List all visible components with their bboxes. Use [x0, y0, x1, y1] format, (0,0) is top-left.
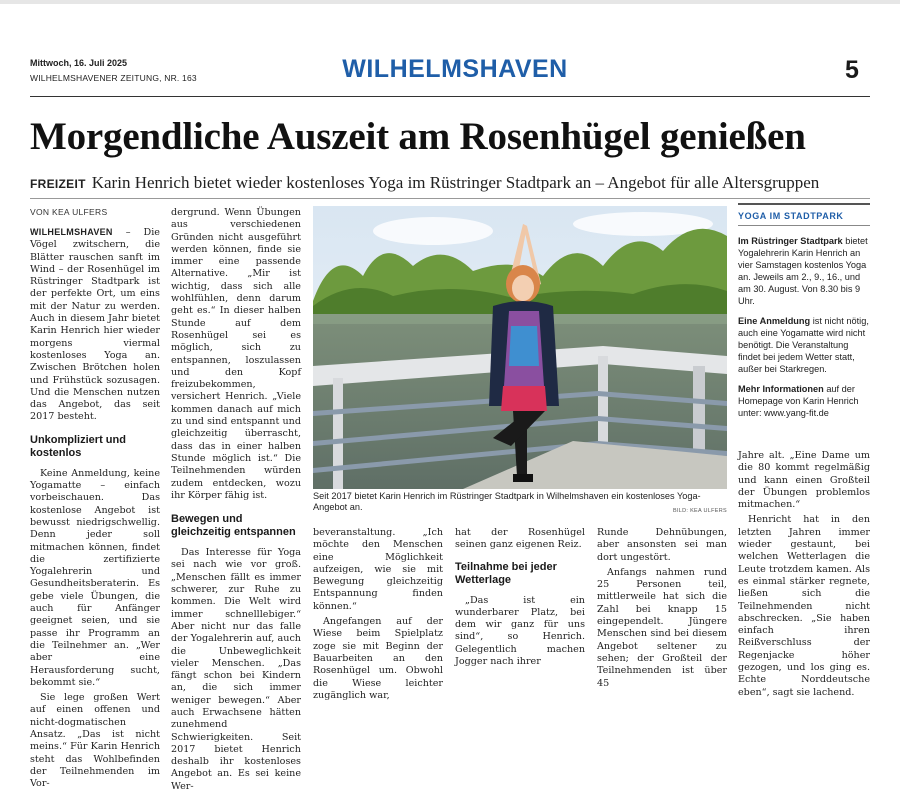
sidebar-block-3-bold: Mehr Informationen — [738, 384, 824, 394]
sidebar-block-info — [738, 383, 870, 419]
sidebar-title: YOGA IM STADTPARK — [738, 211, 844, 221]
article-photo — [313, 206, 727, 489]
sidebar-block-2-bold: Eine Anmeldung — [738, 316, 811, 326]
subheadline-divider — [30, 198, 870, 199]
author-byline: VON KEA ULFERS — [30, 207, 108, 217]
column-5 — [597, 527, 727, 690]
subheadline-text: Karin Henrich bietet wieder kostenloses Yoga im Rüstringer Stadtpark an – Angebot für alle Altersgruppen — [91, 173, 820, 192]
page-number: 5 — [845, 56, 859, 84]
col6-paragraph-2: Henricht hat in den letzten Jahren immer wieder gestaunt, bei welchen Wetterlagen die Leute trotzdem kamen. Als es einmal stärker regnete, ließen sich die Teilnehmenden nicht abschrecken. „Sie haben einfach ihren Reißverschluss der Regenjacke höher gezogen, und los ging es. Echte Norddeutsche eben“, sagt sie lachend. — [738, 514, 870, 698]
issue-date: Mittwoch, 16. Juli 2025 — [30, 58, 128, 68]
section-title: WILHELMSHAVEN — [342, 55, 568, 83]
col3-paragraph-2: Angefangen auf der Wiese beim Spielplatz zoge sie mit Beginn der Bauarbeiten an den Rosenhügel um. Obwohl die Wiese leichter zugänglich war, — [313, 616, 443, 701]
sidebar-block-2-text: ist nicht nötig, auch eine Yogamatte wird nicht benötigt. Die Veranstaltung findet bei jedem Wetter statt, außer bei Starkregen. — [738, 316, 869, 374]
col2-paragraph-2: Das Interesse für Yoga sei nach wie vor groß. „Menschen fällt es immer schwerer, zur Ruhe zu kommen. Die Welt wird immer schnelllebiger.“ Aber nicht nur das falle der Yogalehrerin auf, auch die Unbeweglichkeit vieler Menschen. „Das fängt schon bei Kindern an, die sich immer weniger bewegen.“ Aber auch Erwachsene hätten zunehmend Schwierigkeiten. Seit 2017 bietet Henrich deshalb ihr kostenloses Angebot an. Es sei keine Wer- — [171, 547, 301, 792]
sidebar-block-1-bold: Im Rüstringer Stadtpark — [738, 236, 843, 246]
subhead-unkompliziert: Unkompliziert und kostenlos — [30, 433, 126, 459]
subhead-bewegen: Bewegen und gleichzeitig entspannen — [171, 513, 296, 539]
sidebar-title-rule — [738, 225, 870, 226]
col4-paragraph-1: hat der Rosenhügel seinen ganz eigenen Reiz. — [455, 527, 585, 551]
kicker: FREIZEIT — [30, 177, 86, 191]
column-2 — [171, 207, 301, 793]
column-4 — [455, 527, 585, 668]
col1-paragraph-3: Sie lege großen Wert auf einen offenen und nicht-dogmatischen Ansatz. „Das ist nicht meins.“ Für Karin Henrich steht das Wohlbefinden der Teilnehmenden im Vor- — [30, 692, 160, 790]
sidebar-block-1-text: bietet Yogalehrerin Karin Henrich an vier Samstagen kostenlos Yoga an. Jeweils am 2., 9., 16., und am 30. August. Von 8.30 bis 9 Uhr. — [738, 236, 868, 306]
col1-paragraph-2: Keine Anmeldung, keine Yogamatte – einfach vorbeischauen. Das kostenlose Angebot ist bewusst niedrigschwellig. Denn jeder soll mitmachen können, findet die zertifizierte Yogalehrerin und Gesundheitsberaterin. Es gebe viele Übungen, die auch für Anfänger geeignet seien, und sie passe ihr Programm an die Teilnehmer an. „Wer aber eine Herausforderung sucht, bekommt sie.“ — [30, 467, 160, 688]
col5-paragraph-2: Anfangs nahmen rund 25 Personen teil, mittlerweile hat sich die Zahl bei knapp 15 eingependelt. Jüngere Menschen sind bei diesem Angebot seltener zu sehen; der Großteil der Teilnehmenden ist über 45 — [597, 566, 727, 689]
top-band — [0, 0, 900, 4]
col5-paragraph-1: Runde Dehnübungen, aber ansonsten sei man dort ungestört. — [597, 527, 727, 563]
sidebar-block-registration — [738, 315, 870, 375]
sidebar-top-rule — [738, 203, 870, 205]
sidebar-block-location — [738, 235, 870, 307]
subhead-teilnahme: Teilnahme bei jeder Wetterlage — [455, 560, 557, 586]
sidebar-block-3-text: auf der Homepage von Karin Henrich unter: www.yang-fit.de — [738, 384, 859, 418]
photo-caption: Seit 2017 bietet Karin Henrich im Rüstringer Stadtpark in Wilhelmshaven ein kostenloses Yoga-Angebot an. — [313, 491, 701, 513]
col4-paragraph-2: „Das ist ein wunderbarer Platz, bei dem wir ganz für uns sind“, so Henrich. Gelegentlich machen Jogger nach ihrer — [455, 594, 585, 668]
column-1 — [30, 227, 160, 790]
dateline: WILHELMSHAVEN — [30, 227, 113, 237]
photo-credit: BILD: KEA ULFERS — [672, 508, 727, 514]
paper-name: WILHELMSHAVENER ZEITUNG, NR. 163 — [30, 73, 197, 83]
headline: Morgendliche Auszeit am Rosenhügel genießen — [30, 115, 806, 158]
col1-paragraph-1: – Die Vögel zwitschern, die Blätter rauschen sanft im Wind – der Rosenhügel im Rüstringer Stadtpark ist der perfekte Ort, um eins mit der Natur zu werden. Auch in diesem Jahr bietet Karin Henrich hier wieder morgens viermal kostenloses Yoga an. Zwischen Brötchen holen und Frühstück sozusagen. Und die Menschen nutzen das Angebot, das seit 2017 besteht. — [30, 227, 160, 423]
subheadline — [30, 173, 819, 193]
column-3 — [313, 527, 443, 702]
col2-paragraph-1: dergrund. Wenn Übungen aus verschiedenen Gründen nicht ausgeführt werden können, finde sie immer eine passende Alternative. „Mir ist wichtig, dass sich alle wohlfühlen, denn darum geht es.“ In dieser halben Stunde auf dem Rosenhügel sei es möglich, sich zu entspannen, loszulassen und den Kopf freizubekommen, versichert Henrich. „Viele kommen danach auf mich zu und sind entspannt und gleichzeitig überrascht, dass das in einer halben Stunde möglich ist.“ Die Teilnehmenden würden zudem entdecken, wozu ihr Körper fähig ist. — [171, 207, 301, 501]
col3-paragraph-1: beveranstaltung. „Ich möchte den Menschen eine Möglichkeit aufzeigen, wie sie mit Bewegung gleichzeitig Entspannung finden können.“ — [313, 527, 443, 612]
header-divider — [30, 96, 870, 97]
sidebar-info-box — [738, 235, 870, 419]
column-6 — [738, 450, 870, 699]
col6-paragraph-1: Jahre alt. „Eine Dame um die 80 kommt regelmäßig und kann einen Großteil der Übungen problemlos mitmachen.“ — [738, 450, 870, 511]
